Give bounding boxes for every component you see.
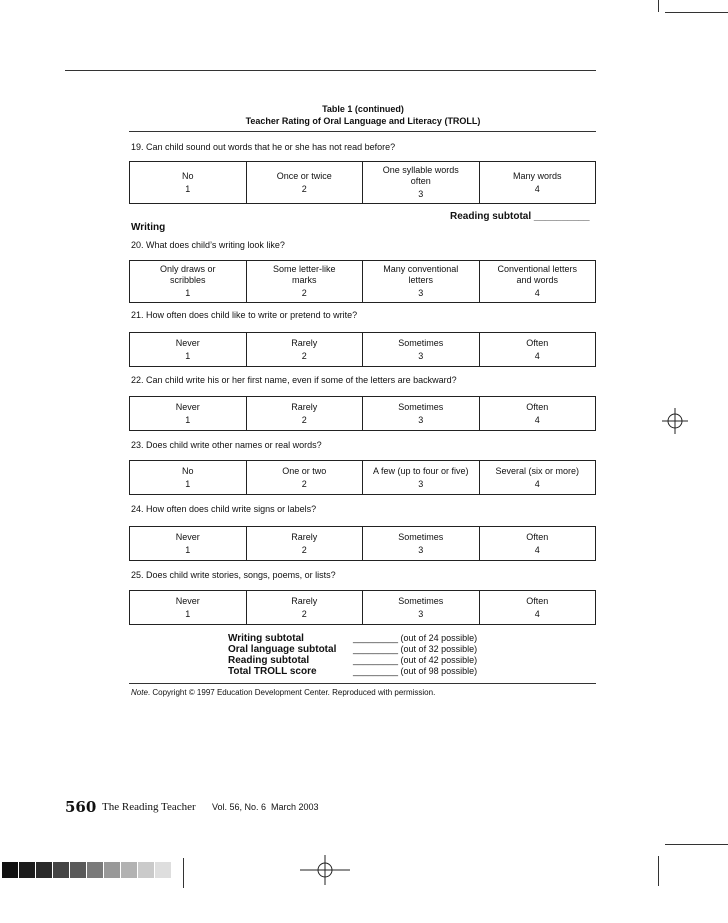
option-value: 2 bbox=[301, 350, 307, 361]
option-label: Sometimes bbox=[398, 595, 444, 606]
option-cell[interactable] bbox=[247, 397, 364, 430]
option-label: Several (six or more) bbox=[495, 465, 580, 476]
color-bar-swatch bbox=[53, 862, 69, 878]
option-cell[interactable] bbox=[480, 162, 596, 203]
option-value: 4 bbox=[534, 608, 540, 619]
option-value: 1 bbox=[185, 414, 191, 425]
option-value: 2 bbox=[301, 414, 307, 425]
option-cell[interactable] bbox=[247, 261, 364, 302]
option-value: 4 bbox=[534, 478, 540, 489]
crop-mark bbox=[665, 844, 728, 845]
option-label: Often bbox=[526, 531, 549, 542]
option-value: 4 bbox=[534, 544, 540, 555]
rating-table-25 bbox=[129, 590, 596, 625]
rating-table-23 bbox=[129, 460, 596, 495]
option-value: 2 bbox=[301, 608, 307, 619]
summary-value-total: _________ (out of 98 possible) bbox=[353, 666, 478, 676]
option-value: 3 bbox=[418, 288, 424, 298]
table-subtitle: Teacher Rating of Oral Language and Literacy (TROLL) bbox=[245, 116, 481, 126]
option-cell[interactable] bbox=[130, 162, 247, 203]
option-cell[interactable] bbox=[247, 591, 364, 624]
option-value: 3 bbox=[418, 414, 424, 425]
rating-table-21 bbox=[129, 332, 596, 367]
option-cell[interactable] bbox=[363, 591, 480, 624]
option-label: Sometimes bbox=[398, 337, 444, 348]
option-label: One syllable words often bbox=[382, 165, 459, 186]
option-value: 4 bbox=[534, 350, 540, 361]
option-label: Never bbox=[175, 337, 200, 348]
color-bar-swatch bbox=[19, 862, 35, 878]
option-value: 1 bbox=[185, 350, 191, 361]
option-label: Often bbox=[526, 401, 549, 412]
option-value: 4 bbox=[534, 288, 540, 298]
option-label: Conventional letters and words bbox=[497, 264, 578, 285]
summary-value-oral: _________ (out of 32 possible) bbox=[353, 644, 478, 654]
option-label: Only draws or scribbles bbox=[159, 264, 216, 285]
option-cell[interactable] bbox=[480, 527, 596, 560]
question-25: 25. Does child write stories, songs, poems, or lists? bbox=[131, 570, 336, 580]
option-value: 1 bbox=[185, 478, 191, 489]
option-label: No bbox=[181, 170, 194, 181]
option-label: One or two bbox=[282, 465, 327, 476]
rating-table-22 bbox=[129, 396, 596, 431]
option-value: 2 bbox=[301, 183, 307, 194]
color-bar-swatch bbox=[104, 862, 120, 878]
option-value: 2 bbox=[301, 478, 307, 489]
option-value: 3 bbox=[418, 608, 424, 619]
note-text: . Copyright © 1997 Education Development Center. Reproduced with permission. bbox=[147, 688, 436, 697]
registration-mark-icon bbox=[300, 855, 350, 885]
summary-label-reading: Reading subtotal bbox=[228, 655, 310, 666]
option-label: Once or twice bbox=[276, 170, 332, 181]
option-cell[interactable] bbox=[247, 461, 364, 494]
option-label: Rarely bbox=[291, 531, 318, 542]
summary-value-writing: _________ (out of 24 possible) bbox=[353, 633, 478, 643]
option-value: 4 bbox=[534, 414, 540, 425]
option-label: Often bbox=[526, 337, 549, 348]
option-value: 1 bbox=[185, 544, 191, 555]
option-value: 3 bbox=[418, 189, 424, 199]
crop-mark bbox=[665, 12, 728, 13]
option-cell[interactable] bbox=[130, 461, 247, 494]
registration-mark-icon bbox=[660, 406, 690, 436]
option-label: No bbox=[181, 465, 194, 476]
question-21: 21. How often does child like to write or pretend to write? bbox=[131, 310, 358, 320]
color-bar-swatch bbox=[87, 862, 103, 878]
option-cell[interactable] bbox=[363, 461, 480, 494]
option-cell[interactable] bbox=[480, 397, 596, 430]
option-cell[interactable] bbox=[363, 333, 480, 366]
option-label: Some letter-like marks bbox=[272, 264, 336, 285]
option-label: Many conventional letters bbox=[383, 264, 459, 285]
question-23: 23. Does child write other names or real words? bbox=[131, 440, 322, 450]
header-rule bbox=[65, 70, 596, 71]
summary-label-oral: Oral language subtotal bbox=[228, 644, 337, 655]
issue-date: March 2003 bbox=[271, 802, 319, 812]
title-rule bbox=[129, 131, 596, 132]
color-bar-swatch bbox=[36, 862, 52, 878]
option-cell[interactable] bbox=[363, 527, 480, 560]
option-value: 2 bbox=[301, 288, 307, 298]
option-value: 1 bbox=[185, 183, 191, 194]
color-bar-swatch bbox=[138, 862, 154, 878]
color-bar-swatch bbox=[2, 862, 18, 878]
summary-label-writing: Writing subtotal bbox=[228, 633, 304, 644]
crop-mark bbox=[183, 858, 184, 888]
crop-mark bbox=[658, 0, 659, 12]
option-label: Sometimes bbox=[398, 401, 444, 412]
option-label: Many words bbox=[512, 170, 562, 181]
section-writing-heading: Writing bbox=[131, 222, 166, 233]
question-22: 22. Can child write his or her first name, even if some of the letters are backward? bbox=[131, 375, 457, 385]
summary-label-total: Total TROLL score bbox=[228, 666, 317, 677]
option-cell[interactable] bbox=[480, 261, 596, 302]
question-20: 20. What does child’s writing look like? bbox=[131, 240, 285, 250]
option-label: Rarely bbox=[291, 595, 318, 606]
rating-table-19 bbox=[129, 161, 596, 204]
table-title: Table 1 (continued) bbox=[322, 104, 404, 114]
option-cell[interactable] bbox=[247, 162, 364, 203]
option-value: 3 bbox=[418, 544, 424, 555]
journal-name: The Reading Teacher bbox=[102, 801, 196, 813]
color-bar-swatch bbox=[121, 862, 137, 878]
option-label: Rarely bbox=[291, 401, 318, 412]
color-bar-swatch bbox=[155, 862, 171, 878]
question-19: 19. Can child sound out words that he or she has not read before? bbox=[131, 142, 396, 152]
option-cell[interactable] bbox=[130, 527, 247, 560]
option-cell[interactable] bbox=[247, 333, 364, 366]
option-cell[interactable] bbox=[363, 261, 480, 302]
option-cell[interactable] bbox=[247, 527, 364, 560]
option-value: 2 bbox=[301, 544, 307, 555]
rating-table-24 bbox=[129, 526, 596, 561]
option-cell[interactable] bbox=[130, 591, 247, 624]
option-value: 1 bbox=[185, 288, 191, 298]
option-cell[interactable] bbox=[363, 397, 480, 430]
option-value: 3 bbox=[418, 350, 424, 361]
reading-subtotal-line: Reading subtotal __________ bbox=[450, 211, 590, 222]
option-value: 4 bbox=[534, 183, 540, 194]
option-label: Never bbox=[175, 531, 200, 542]
crop-mark bbox=[658, 856, 659, 886]
option-label: Rarely bbox=[291, 337, 318, 348]
option-value: 3 bbox=[418, 478, 424, 489]
option-cell[interactable] bbox=[130, 397, 247, 430]
page-number: 560 bbox=[65, 798, 97, 816]
option-label: Never bbox=[175, 595, 200, 606]
option-cell[interactable] bbox=[480, 333, 596, 366]
color-bar-swatch bbox=[70, 862, 86, 878]
option-cell[interactable] bbox=[130, 261, 247, 302]
note-label: Note bbox=[131, 688, 148, 697]
option-value: 1 bbox=[185, 608, 191, 619]
option-label: Sometimes bbox=[398, 531, 444, 542]
option-cell[interactable] bbox=[130, 333, 247, 366]
rating-table-20 bbox=[129, 260, 596, 303]
table-bottom-rule bbox=[129, 683, 596, 684]
option-label: Never bbox=[175, 401, 200, 412]
question-24: 24. How often does child write signs or labels? bbox=[131, 504, 317, 514]
option-cell[interactable] bbox=[480, 591, 596, 624]
option-cell[interactable] bbox=[480, 461, 596, 494]
option-label: A few (up to four or five) bbox=[372, 465, 469, 476]
volume-info: Vol. 56, No. 6 bbox=[212, 802, 267, 812]
summary-value-reading: _________ (out of 42 possible) bbox=[353, 655, 478, 665]
option-label: Often bbox=[526, 595, 549, 606]
option-cell[interactable] bbox=[363, 162, 480, 203]
copyright-note bbox=[131, 688, 435, 697]
